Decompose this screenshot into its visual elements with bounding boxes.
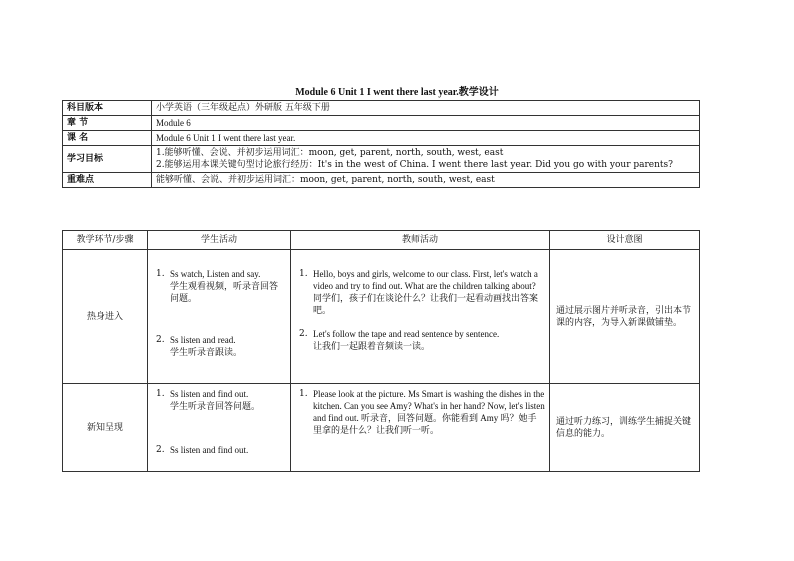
list-item: 1. Hello, boys and girls, welcome to our class. First, let's watch a video and try to find out. What are the children talking about? 同学们，孩子们在谈论什么？让我们一起看动画找出答案吧。 [299,269,539,315]
row-value [152,146,700,173]
header-row [63,231,700,250]
table-row [63,131,700,146]
list-item: 1. Ss listen and find out. 学生听录音回答问题。 [156,389,261,411]
row-value: 小学英语（三年级起点）外研版 五年级下册 [152,101,700,116]
list-item: 2. Let's follow the tape and read sentence by sentence. 让我们一起跟着音频读一读。 [299,329,500,351]
intent-cell: 通过展示图片并听录音，引出本节课的内容，为导入新课做铺垫。 [550,250,700,384]
row-key: 学习目标 [63,146,152,173]
teacher-cell [291,250,550,384]
list-item: 1. Ss watch, Listen and say. 学生观看视频，听录音回答问题。 [156,269,279,303]
table-row [63,384,700,472]
row-value: Module 6 [152,116,700,131]
header-teacher: 教师活动 [291,231,550,250]
row-value: Module 6 Unit 1 I went there last year. [152,131,700,146]
table-row [63,116,700,131]
table-row [63,250,700,384]
row-key: 科目版本 [63,101,152,116]
list-item: 2. Ss listen and find out. [156,445,249,455]
page-title: Module 6 Unit 1 I went there last year.教学设计 [295,87,499,98]
objective-1: 1.能够听懂、会说、并初步运用词汇：moon, get, parent, north, south, west, east [156,148,504,158]
header-stage: 教学环节/步骤 [63,231,148,250]
objective-2: 2.能够运用本课关键句型讨论旅行经历：It's in the west of China. I went there last year. Did you go with your parents? [156,160,673,170]
row-key: 课 名 [63,131,152,146]
table-row [63,146,700,173]
stage-cell: 新知呈现 [63,384,148,472]
student-cell [148,250,291,384]
header-student: 学生活动 [148,231,291,250]
list-item: 1. Please look at the picture. Ms Smart is washing the dishes in the kitchen. Can you see Amy? What's in her hand? Now, let's listen and find out. 听录音，回答问题。你能看到 Amy 吗？她手里拿的是什么？让我们听一听。 [299,389,545,435]
info-table [62,100,700,188]
row-key: 重难点 [63,173,152,188]
table-row [63,101,700,116]
teacher-cell [291,384,550,472]
list-item: 2. Ss listen and read. 学生听录音跟读。 [156,335,243,357]
table-row [63,173,700,188]
activity-table [62,230,700,472]
row-value: 能够听懂、会说、并初步运用词汇：moon, get, parent, north, south, west, east [152,173,700,188]
stage-cell: 热身进入 [63,250,148,384]
student-cell [148,384,291,472]
header-intent: 设计意图 [550,231,700,250]
intent-cell: 通过听力练习，训练学生捕捉关键信息的能力。 [550,384,700,472]
row-key: 章 节 [63,116,152,131]
